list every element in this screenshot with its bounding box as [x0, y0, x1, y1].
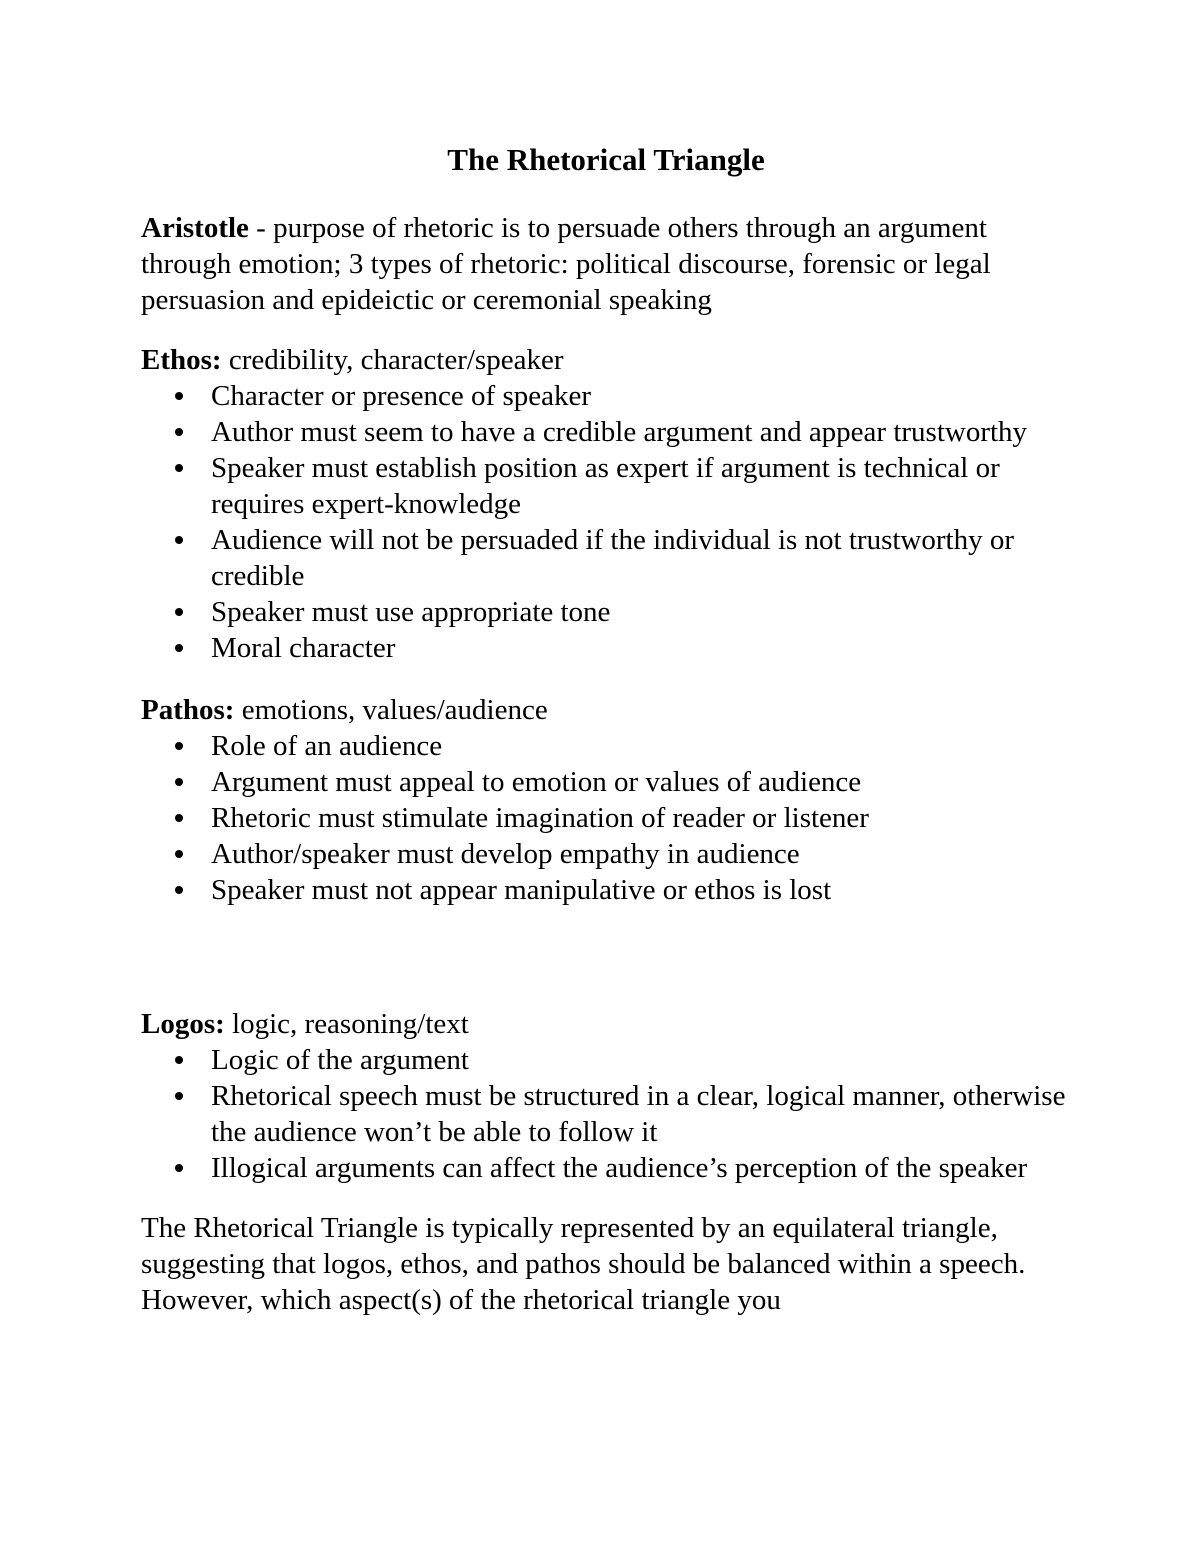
section-heading-ethos	[141, 342, 1071, 378]
list-item	[141, 800, 1071, 836]
list-item	[141, 522, 1071, 594]
document-title: The Rhetorical Triangle	[447, 142, 765, 177]
list-item-text: Rhetoric must stimulate imagination of reader or listener	[211, 802, 869, 834]
list-item-text: Logic of the argument	[211, 1044, 469, 1076]
list-item	[141, 1150, 1071, 1186]
document-page	[141, 140, 1071, 1318]
list-item	[141, 414, 1071, 450]
bullet-icon	[175, 644, 183, 652]
list-item-text: Moral character	[211, 632, 396, 664]
ethos-bullet-list	[141, 378, 1071, 666]
logos-bullet-list	[141, 1042, 1071, 1186]
bullet-icon	[175, 1056, 183, 1064]
section-definition: credibility, character/speaker	[221, 344, 564, 376]
list-item	[141, 630, 1071, 666]
list-item-text: Illogical arguments can affect the audience’s perception of the speaker	[211, 1152, 1028, 1184]
list-item	[141, 836, 1071, 872]
bullet-icon	[175, 742, 183, 750]
section-definition: emotions, values/audience	[234, 694, 548, 726]
pathos-bullet-list	[141, 728, 1071, 908]
list-item-text: Author/speaker must develop empathy in audience	[211, 838, 800, 870]
bullet-icon	[175, 608, 183, 616]
intro-separator: -	[248, 212, 274, 244]
bullet-icon	[175, 536, 183, 544]
list-item-text: Speaker must not appear manipulative or ethos is lost	[211, 874, 832, 906]
closing-paragraph: The Rhetorical Triangle is typically represented by an equilateral triangle, suggesting that logos, ethos, and pathos should be balanced within a speech. However, which aspect(s) of the rhetorical triangle you	[141, 1212, 1026, 1316]
list-item-text: Argument must appeal to emotion or values of audience	[211, 766, 862, 798]
intro-term: Aristotle	[141, 212, 249, 244]
section-heading-pathos	[141, 692, 1071, 728]
bullet-icon	[175, 392, 183, 400]
bullet-icon	[175, 886, 183, 894]
bullet-icon	[175, 464, 183, 472]
list-item-text: Character or presence of speaker	[211, 380, 592, 412]
bullet-icon	[175, 814, 183, 822]
bullet-icon	[175, 850, 183, 858]
bullet-icon	[175, 1164, 183, 1172]
bullet-icon	[175, 428, 183, 436]
list-item-text: Audience will not be persuaded if the individual is not trustworthy or credible	[211, 524, 1014, 592]
list-item	[141, 1078, 1071, 1150]
section-term: Pathos:	[141, 694, 235, 726]
list-item-text: Rhetorical speech must be structured in a clear, logical manner, otherwise the audience won’t be able to follow it	[211, 1080, 1066, 1148]
section-term: Ethos:	[141, 344, 222, 376]
list-item	[141, 872, 1071, 908]
list-item	[141, 764, 1071, 800]
list-item	[141, 1042, 1071, 1078]
section-definition: logic, reasoning/text	[224, 1008, 469, 1040]
list-item-text: Speaker must establish position as expert if argument is technical or requires expert-knowledge	[211, 452, 1000, 520]
intro-paragraph	[141, 210, 1071, 318]
list-item	[141, 450, 1071, 522]
intro-text: purpose of rhetoric is to persuade others through an argument through emotion; 3 types of rhetoric: political discourse, forensic or legal persuasion and epideictic or ceremonial speaking	[141, 212, 991, 316]
section-spacer	[141, 966, 1071, 1006]
list-item-text: Author must seem to have a credible argument and appear trustworthy	[211, 416, 1028, 448]
section-spacer	[141, 908, 1071, 966]
list-item	[141, 594, 1071, 630]
list-item	[141, 728, 1071, 764]
bullet-icon	[175, 1092, 183, 1100]
section-heading-logos	[141, 1006, 1071, 1042]
section-term: Logos:	[141, 1008, 225, 1040]
list-item-text: Role of an audience	[211, 730, 443, 762]
bullet-icon	[175, 778, 183, 786]
list-item-text: Speaker must use appropriate tone	[211, 596, 611, 628]
list-item	[141, 378, 1071, 414]
